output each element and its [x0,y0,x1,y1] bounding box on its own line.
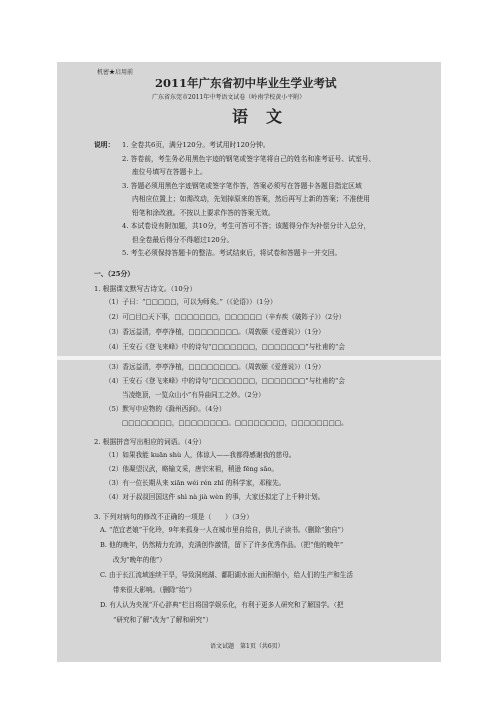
subject-title: 语文 [232,107,301,126]
question-line: （4）王安石《登飞来峰》中的诗句“□□□□□□□，□□□□□□□”与杜甫的“会 [105,343,345,351]
instruction-line: 内相应位置上；如需改动，先划掉原来的答案，然后再写上新的答案；不准使用 [132,195,370,203]
question-line: （3）香远益清，亭亭净植，□□□□□□□□。（周敦颐《爱莲说》）（1分） [105,363,325,371]
question-line: （1）如果我能 kuān shù 人，体谅人——我都得感谢我的慈母。 [105,451,296,459]
exam-title: 2011年广东省初中毕业生学业考试 [155,76,337,90]
question-line: （5）默写申应物的《滁州西涧》。（4分） [105,405,226,413]
option-line: “研究和了解”改为“了解和研究”） [113,616,213,624]
instruction-line: 3. 答题必须用黑色字迹钢笔或签字笔作答，答案必须写在答题卡各题目指定区域 [122,182,362,190]
question-line: □□□□□□□□，□□□□□□□□。□□□□□□□□，□□□□□□□□。 [122,419,348,427]
instruction-line: 4. 本试卷设有附加题，共10分，考生可答可不答；该题得分作为补偿分计入总分， [122,222,371,230]
exam-subtitle: 广东省东莞市2011年中考语文试卷（岭南学校黄小平附） [152,94,306,101]
question-stem: 1. 根据课文默写古诗文。（10分） [94,285,197,293]
option-line: D. 有人认为央视“开心辞典”栏目将国学娱乐化，有利于更多人研究和了解国学。（把 [100,601,344,609]
question-line: （4）王安石《登飞来峰》中的诗句“□□□□□□□，□□□□□□□”与杜甫的“会 [105,377,345,385]
instruction-line: 1. 全卷共6页，满分120分。考试用时120分钟。 [122,141,270,149]
instruction-line: 2. 答卷前，考生务必用黑色字迹的钢笔或签字笔将自己的姓名和准考证号、试室号、 [122,155,376,163]
question-stem: 3. 下列对病句的修改不正确的一项是（ ）（3分） [94,513,254,521]
option-line: A. “范宜老娘”干化玲，9年来孤身一人在城市里自给自，供儿子读书。（删除“独自”） [100,526,348,534]
question-line: （2）可□目□天下事，□□□□□□□，□□□□□□（辛弃疾《破阵子》）（2分） [105,313,346,321]
photo-seam [57,356,441,360]
instruction-line: 但全卷最后得分不得超过120分。 [132,236,234,244]
question-stem: 2. 根据拼音写出相应的词语。（4分） [94,438,206,446]
question-line: （3）有一位长期从来 xiān wéi rén zhī 的科学家，邓稼先。 [105,479,286,487]
instruction-line: 座位号填写在答题卡上。 [132,168,207,176]
option-line: B. 他的晚年，仍然精力充沛，充满创作激情，留下了许多优秀作品。（把“他的晚年” [100,541,344,549]
option-line: C. 由于长江流域连续干旱，导致洞庭湖、鄱阳湖水面大面积缩小，给人们的生产和生活 [100,571,353,579]
question-line: （3）香远益清，亭亭净植，□□□□□□□□。（周敦颐《爱莲说》）（1分） [105,328,325,336]
option-line: 带来很大影响。（删除“给”） [113,586,196,594]
instruction-line: 铅笔和涂改液。不按以上要求作答的答案无效。 [132,209,275,217]
option-line: 改为“晚年的他”） [113,556,166,564]
instructions-label: 说明： [94,141,115,149]
section-heading: 一、（25分） [94,270,135,278]
question-line: （4）对于叔叔回国这件 shì nà jià wèn 的事，大家还拟定了上千种计划。 [105,493,325,501]
question-line: （2）他凝望汉武，略输文采，唐宗宋祖，稍逊 fēng sāo。 [105,465,278,473]
page-footer: 语文试题 第1页（共6页） [210,643,284,650]
secret-tag: 机密★启用前 [97,69,134,76]
question-line: （1）子曰：“□□□□□，可以为师矣。”（《论语》）（1分） [105,298,277,306]
instruction-line: 5. 考生必须保持答题卡的整洁。考试结束后，将试卷和答题卡一并交回。 [122,249,342,257]
question-line: 当凌绝顶，一览众山小”有异曲同工之妙。（2分） [122,391,265,399]
